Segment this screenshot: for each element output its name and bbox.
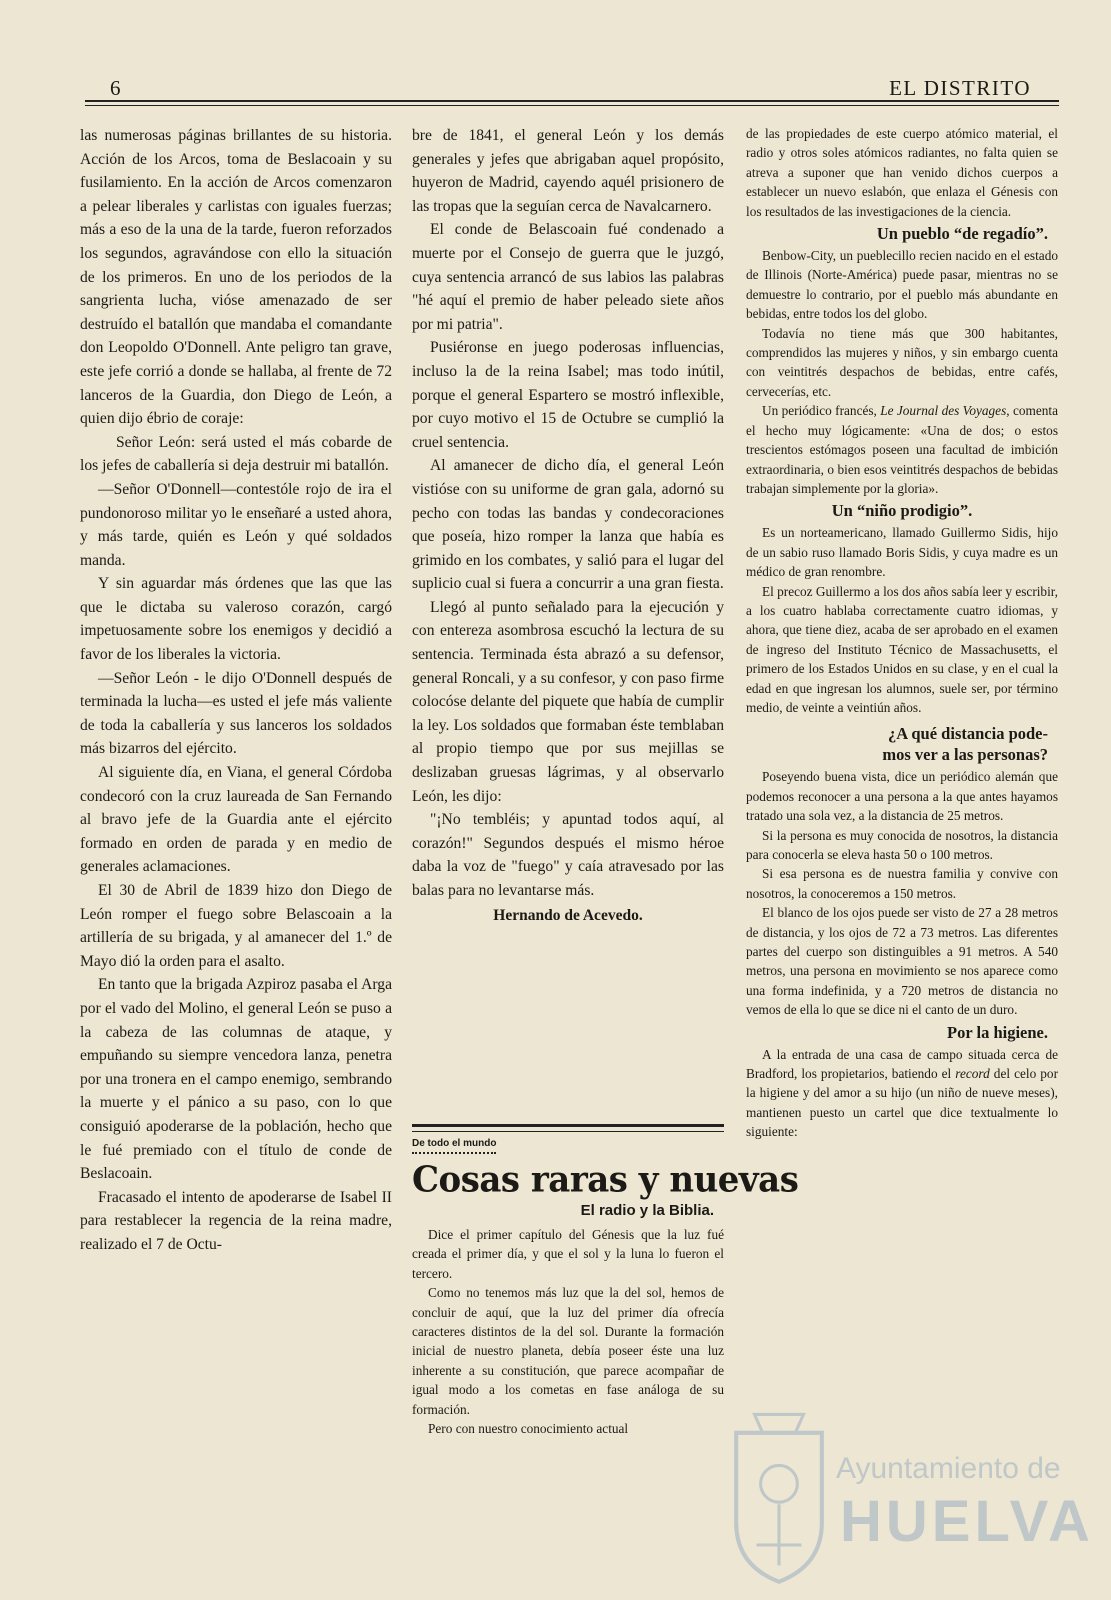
paragraph: Y sin aguardar más órdenes que las que las que le dictaba su valeroso corazón, cargó impetuosamente sobre los enemigos y decidió a favor de los liberales la victoria. <box>80 575 392 664</box>
paragraph: de las propiedades de este cuerpo atómico material, el radio y otros soles atómicos radiantes, no falta quien se atreva a suponer que han venido dichos cuerpos a establecer un nuevo eslabón, que enlaza el Génesis con los resultados de las investigaciones de la ciencia. <box>746 126 1058 219</box>
watermark-line-2: HUELVA <box>840 1489 1094 1554</box>
watermark-line-1: Ayuntamiento de <box>836 1452 1061 1485</box>
journal-name: Le Journal des Voyages <box>880 403 1007 419</box>
section-subtitle: El radio y la Biblia. <box>580 1202 714 1219</box>
paragraph: El precoz Guillermo a los dos años sabía leer y escribir, a los cuatro hablaba correctamente cuatro idiomas, y ahora, que tiene diez, acaba de ser aprobado en el examen de ingreso del Instituto Técnico de Massachusetts, el primero de los Estados Unidos en su clase, y en el cual la edad en que ingresan los alumnos, suele ser, por término medio, de veinte a veintiún años. <box>746 583 1058 715</box>
section-rule-thin <box>412 1131 724 1132</box>
article-signature: Hernando de Acevedo. <box>493 906 643 924</box>
section-rule <box>412 1124 724 1127</box>
paragraph: "¡No tembléis; y apuntad todos aquí, al corazón!" Segundos después el mismo héroe daba la voz de "fuego" y caía atravesado por las balas para no levantarse más. <box>412 811 724 899</box>
section-title: Cosas raras y nuevas <box>412 1159 799 1201</box>
emphasis: record <box>955 1066 990 1082</box>
paragraph: —Señor León - le dijo O'Donnell después de terminada la lucha—es usted el jefe más valiente de toda la caballería y sus lanceros los soldados más bizarros del ejército. <box>80 669 392 758</box>
paragraph: Al amanecer de dicho día, el general León vistióse con su uniforme de gran gala, adornó su pecho con todas las bandas y condecoraciones que poseía, hizo romper la lanza que había es grimido en los combates, y salió para el lugar del suplicio cual si fuera a concurrir a una gran fiesta. <box>412 457 724 593</box>
paragraph: En tanto que la brigada Azpiroz pasaba el Arga por el vado del Molino, el general León se puso a la cabeza de las columnas de ataque, y empuñando su siempre vencedora lanza, penetra por una tronera en el campo enemigo, sembrando la muerte y el pánico a su paso, con lo que consiguió apoderarse de la población, hecho que le fué premiado con el título de conde de Beslacoain. <box>80 976 392 1183</box>
subheading: Por la higiene. <box>947 1022 1048 1042</box>
subheading: Un pueblo “de regadío”. <box>876 224 1048 244</box>
subheading: Un “niño prodigio”. <box>831 501 973 521</box>
paragraph: Es un norteamericano, llamado Guillermo Sidis, hijo de un sabio ruso llamado Boris Sidis, y cuya madre es un médico de gran renombre. <box>746 525 1058 580</box>
paragraph: Si la persona es muy conocida de nosotros, la distancia para conocerla se eleva hasta 50 o 100 metros. <box>746 827 1058 862</box>
text-run: Un periódico francés, <box>762 403 881 419</box>
text-run: del celo por la higiene y del amor a su hijo (un niño de nueve meses), mantienen puesto un cartel que dice textualmente lo siguiente: <box>746 1066 1058 1140</box>
paragraph: El 30 de Abril de 1839 hizo don Diego de León romper el fuego sobre Belascoain a la artillería de su brigada, y al amanecer del 1.º de Mayo dió la orden para el asalto. <box>80 882 392 970</box>
paragraph: Llegó al punto señalado para la ejecución y con entereza asombrosa escuchó la lectura de su sentencia. Terminada ésta abrazó a su defensor, general Roncali, y a su confesor, y con paso firme colocóse delante del piquete que había de cumplir la ley. Los soldados que formaban éste temblaban al propio tiempo que por sus mejillas se deslizaban gruesas lágrimas, y al observarlo León, les dijo: <box>412 598 724 805</box>
section-kicker: De todo el mundo <box>412 1138 496 1154</box>
subheading <box>746 723 1058 765</box>
section-cosas-raras <box>412 1124 799 1592</box>
paragraph: Dice el primer capítulo del Génesis que la luz fué creada el primer día, y que el sol y la luna lo fueron el tercero. <box>412 1227 724 1281</box>
paragraph: Pero con nuestro conocimiento actual <box>428 1421 629 1437</box>
paragraph: Como no tenemos más luz que la del sol, hemos de concluir de aquí, que la luz del primer día ofrecía caracteres distintos de la del sol. Durante la formación inicial de nuestro planeta, debía poseer éste una luz inherente a su constitución, que parece acompañar de igual modo a los cometas en fase análoga de su formación. <box>412 1285 724 1417</box>
paragraph <box>746 1045 1058 1142</box>
page-number: 6 <box>110 76 121 100</box>
subheading-line: ¿A qué distancia pode- <box>888 724 1048 744</box>
masthead-title: EL DISTRITO <box>889 76 1031 100</box>
header-rule <box>85 100 1059 102</box>
paragraph: Fracasado el intento de apoderarse de Isabel II para restablecer la regencia de la reina madre, realizado el 7 de Octu- <box>80 1188 392 1253</box>
paragraph: El blanco de los ojos puede ser visto de 27 a 28 metros de distancia, y los ojos de 72 a 73 metros. Las diferentes partes del cuerpo son distinguibles a 91 metros. A 540 metros, una persona en movimiento se nos aparece como una forma indefinida, y a 720 metros de distancia no vemos de ella lo que se dice ni el canto de un duro. <box>746 905 1058 1018</box>
paragraph: Benbow-City, un pueblecillo recien nacido en el estado de Illinois (Norte-América) puede pasar, mientras no se demuestre lo contrario, por el pueblo más abundante en bebidas, entre todos los del globo. <box>746 248 1058 322</box>
paragraph <box>746 401 1058 498</box>
paragraph: bre de 1841, el general León y los demás generales y jefes que abrigaban aquel propósito, huyeron de Madrid, cayendo aquél prisionero de las tropas que la seguían cerca de Navalcarnero. <box>412 127 724 215</box>
header-rule-thin <box>85 105 1059 106</box>
column-3 <box>746 124 1058 1494</box>
paragraph: El conde de Belascoain fué condenado a muerte por el Consejo de guerra que le juzgó, cuya sentencia arrancó de sus labios las palabras "hé aquí el premio de haber peleado siete años por mi patria". <box>412 221 724 333</box>
subheading-line: mos ver a las personas? <box>882 745 1048 765</box>
paragraph: Señor León: será usted el más cobarde de los jefes de caballería si deja destruir mi batallón. <box>80 433 392 475</box>
paragraph: Pusiéronse en juego poderosas influencias, incluso la de la reina Isabel; mas todo inútil, porque el general Espartero se mostró inflexible, por cuyo motivo el 15 de Octubre se cumplió la cruel sentencia. <box>412 339 724 451</box>
text-run: A la entrada de una casa de campo situada cerca de Bradford, los propietarios, batiendo el <box>746 1046 1058 1082</box>
paragraph: Todavía no tiene más que 300 habitantes, comprendidos las mujeres y niños, y sin embargo cuenta con veintitrés despachos de bebidas, entre cafés, cervecerías, etc. <box>746 325 1058 399</box>
paragraph: las numerosas páginas brillantes de su historia. Acción de los Arcos, toma de Beslacoain y su fusilamiento. En la acción de Arcos comenzaron a pelear liberales y carlistas con iguales fuerzas; más a eso de la una de la tarde, fueron reforzados los segundos, agravándose con ello la situación de los primeros. En uno de los periodos de la sangrienta lucha, vióse amenazado de ser destruído el batallón que mandaba el comandante don Leopoldo O'Donnell. Ante peligro tan grave, este jefe corrió a donde se hallaba, al frente de 72 lanceros de la Guardia, don Diego de León, a quien dijo ébrio de coraje: <box>80 127 392 428</box>
column-1 <box>80 124 392 1584</box>
text-run: , comenta el hecho muy lógicamente: «Una de dos; o estos trescientos estómagos poseen una facultad de imbición extraordinaria, o bien esos veintitrés despachos de bebidas trabajan simplemente por la gloria». <box>746 403 1058 496</box>
column-2 <box>412 124 724 1124</box>
paragraph: Al siguiente día, en Viana, el general Córdoba condecoró con la cruz laureada de San Fernando al bravo jefe de la Guardia ante el ejército formado en orden de parada y en medio de generales aclamaciones. <box>80 764 392 876</box>
paragraph: Poseyendo buena vista, dice un periódico alemán que podemos reconocer a una persona a la que antes hayamos tratado una sola vez, a la distancia de 25 metros. <box>746 769 1058 824</box>
paragraph: —Señor O'Donnell—contestóle rojo de ira el pundonoroso militar yo le enseñaré a usted ahora, y más tarde, quién es León y qué soldados manda. <box>80 480 392 569</box>
paragraph: Si esa persona es de nuestra familia y convive con nosotros, la conoceremos a 150 metros. <box>746 866 1058 901</box>
